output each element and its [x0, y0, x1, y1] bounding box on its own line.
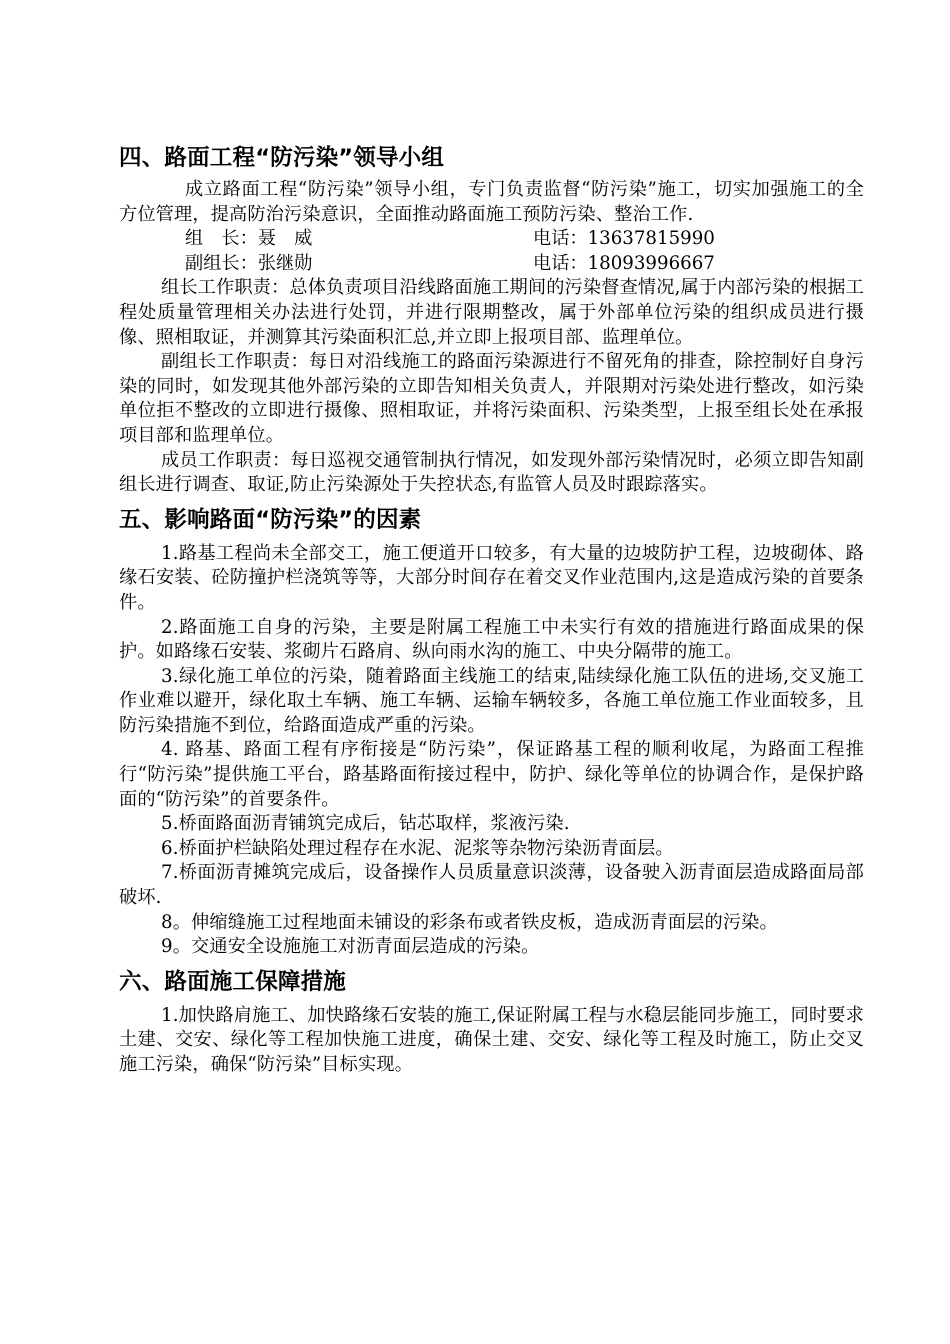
deputy-phone: 电话：18093996667	[533, 252, 715, 274]
section-5-heading: 五、影响路面“防污染”的因素	[119, 506, 422, 533]
leader-duties: 组长工作职责：总体负责项目沿线路面施工期间的污染督查情况,属于内部污染的根据工程处质量管理相关办法进行处罚，并进行限期整改，属于外部单位污染的组织成员进行摄像、照相取证，并测算其污染面积汇总,并立即上报项目部、监理单位。	[119, 277, 864, 348]
section-4-heading: 四、路面工程“防污染”领导小组	[119, 145, 445, 171]
factor-item-7: 7.桥面沥青摊筑完成后，设备操作人员质量意识淡薄，设备驶入沥青面层造成路面局部破坏.	[119, 862, 864, 909]
deputy-duties: 副组长工作职责：每日对沿线施工的路面污染源进行不留死角的排查，除控制好自身污染的同时，如发现其他外部污染的立即告知相关负责人，并限期对污染处进行整改，如污染单位拒不整改的立即进行摄像、照相取证，并将污染面积、污染类型，上报至组长处在承报项目部和监理单位。	[119, 351, 864, 446]
leader-name: 组 长：聂 威	[185, 228, 313, 250]
leader-phone: 电话：13637815990	[533, 228, 715, 250]
factor-item-3: 3.绿化施工单位的污染，随着路面主线施工的结束,陆续绿化施工队伍的进场,交叉施工作业难以避开，绿化取土车辆、施工车辆、运输车辆较多，各施工单位施工作业面较多，且防污染措施不到位，给路面造成严重的污染。	[119, 665, 864, 736]
factor-item-6: 6.桥面护栏缺陷处理过程存在水泥、泥浆等杂物污染沥青面层。	[161, 837, 674, 859]
section-4-intro: 成立路面工程“防污染”领导小组，专门负责监督“防污染”施工，切实加强施工的全方位管理，提高防治污染意识，全面推动路面施工预防污染、整治工作.	[119, 179, 864, 225]
contact-row-deputy	[119, 252, 864, 277]
member-duties: 成员工作职责：每日巡视交通管制执行情况，如发现外部污染情况时，必须立即告知副组长进行调查、取证,防止污染源处于失控状态,有监管人员及时跟踪落实。	[119, 449, 864, 496]
factor-item-8: 8。伸缩缝施工过程地面未铺设的彩条布或者铁皮板，造成沥青面层的污染。	[161, 911, 778, 933]
factor-item-4: 4. 路基、路面工程有序衔接是“防污染”，保证路基工程的顺利收尾，为路面工程推行“防污染”提供施工平台，路基路面衔接过程中，防护、绿化等单位的协调合作，是保护路面的“防污染”的首要条件。	[119, 739, 864, 810]
contact-row-leader	[119, 227, 864, 252]
measure-item-1: 1.加快路肩施工、加快路缘石安装的施工,保证附属工程与水稳层能同步施工，同时要求土建、交安、绿化等工程加快施工进度，确保土建、交安、绿化等工程及时施工，防止交叉施工污染，确保“防污染”目标实现。	[119, 1004, 864, 1075]
deputy-name: 副组长：张继勋	[185, 252, 313, 274]
section-6-heading: 六、路面施工保障措施	[119, 968, 347, 995]
factor-item-1: 1.路基工程尚未全部交工，施工便道开口较多，有大量的边坡防护工程，边坡砌体、路缘石安装、砼防撞护栏浇筑等等，大部分时间存在着交叉作业范围内,这是造成污染的首要条件。	[119, 542, 864, 613]
factor-item-2: 2.路面施工自身的污染，主要是附属工程施工中未实行有效的措施进行路面成果的保护。如路缘石安装、浆砌片石路肩、纵向雨水沟的施工、中央分隔带的施工。	[119, 616, 864, 663]
document-content	[119, 142, 864, 1078]
factor-item-9: 9。交通安全设施施工对沥青面层造成的污染。	[161, 936, 540, 958]
factor-item-5: 5.桥面路面沥青铺筑完成后，钻芯取样，浆液污染.	[161, 813, 570, 835]
